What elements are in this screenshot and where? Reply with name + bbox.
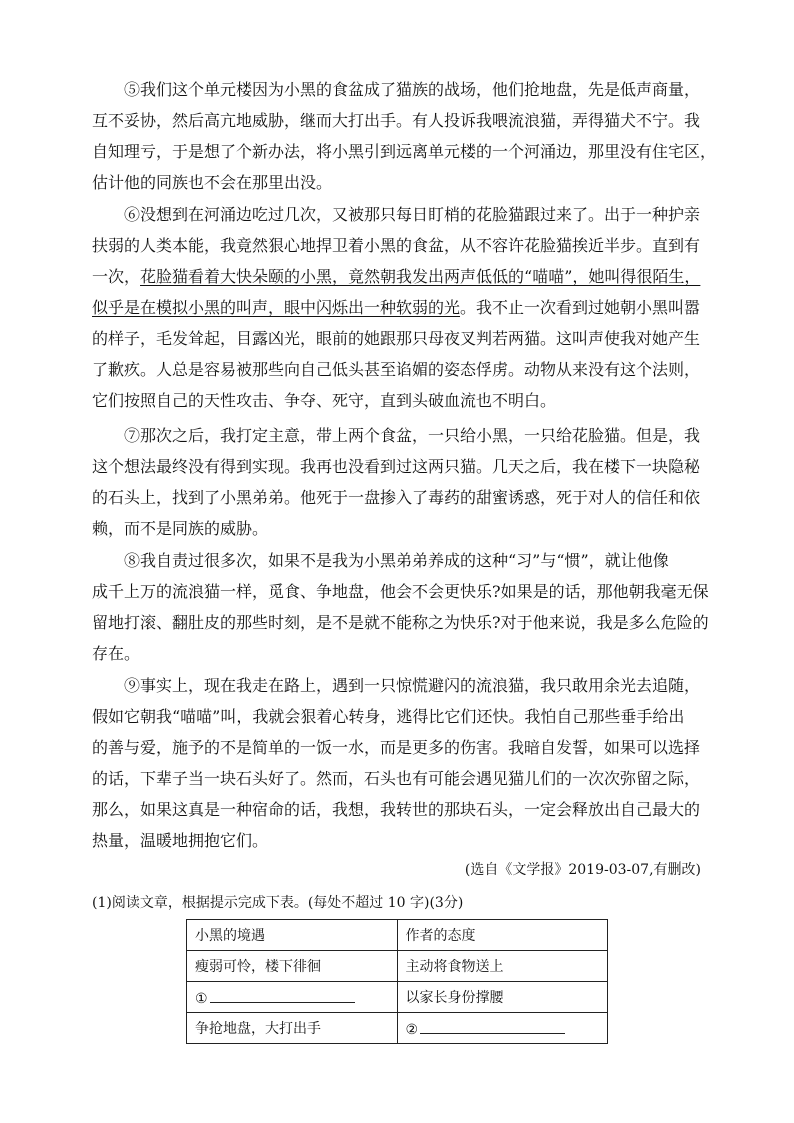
paragraph-7 xyxy=(92,420,714,544)
text-line: 了歉疚。人总是容易被那些向自己低头甚至谄媚的姿态俘虏。动物从来没有这个法则， xyxy=(92,360,701,379)
text-line: 扶弱的人类本能，我竟然狠心地捍卫着小黑的食盆，从不容许花脸猫挨近半步。直到有 xyxy=(92,236,701,255)
text-segment: 一次， xyxy=(92,267,141,286)
text-line: ⑨事实上，现在我走在路上，遇到一只惊慌避闪的流浪猫，我只敢用余光去追随， xyxy=(124,676,701,695)
answer-blank-1[interactable] xyxy=(210,987,355,1003)
text-line: 这个想法最终没有得到实现。我再也没看到过这两只猫。几天之后，我在楼下一块隐秘 xyxy=(92,457,701,476)
text-line: ⑦那次之后，我打定主意，带上两个食盆，一只给小黑，一只给花脸猫。但是，我 xyxy=(124,426,701,445)
text-line xyxy=(92,292,714,323)
text-line: 估计他的同族也不会在那里出没。 xyxy=(92,173,333,192)
text-line: 的话，下辈子当一块石头好了。然而，石头也有可能会遇见猫儿们的一次次弥留之际， xyxy=(92,769,701,788)
text-line: ⑤我们这个单元楼因为小黑的食盆成了猫族的战场，他们抢地盘，先是低声商量， xyxy=(124,80,701,99)
text-line: 假如它朝我“喵喵”叫，我就会狠着心转身，逃得比它们还快。我怕自己那些垂手给出 xyxy=(92,707,685,726)
text-line: 热量，温暖地拥抱它们。 xyxy=(92,831,269,850)
text-line: ⑥没想到在河涌边吃过几次，又被那只每日盯梢的花脸猫跟过来了。出于一种护亲 xyxy=(124,205,701,224)
source-citation: (选自《文学报》2019-03-07,有删改) xyxy=(464,862,701,878)
table-row xyxy=(187,982,608,1013)
underlined-passage: 花脸猫看着大快朵颐的小黑，竟然朝我发出两声低低的“喵喵”，她叫得很陌生， xyxy=(140,267,701,286)
table-cell: 争抢地盘，大打出手 xyxy=(187,1013,398,1044)
text-line: 的石头上，找到了小黑弟弟。他死于一盘掺入了毒药的甜蜜诱惑，死于对人的信任和依 xyxy=(92,488,701,507)
paragraph-5 xyxy=(92,74,717,198)
table-cell: 以家长身份撑腰 xyxy=(397,982,608,1013)
table-row xyxy=(187,1013,608,1044)
text-segment: 。我不止一次看到过她朝小黑叫嚣 xyxy=(460,298,701,317)
paragraph-6 xyxy=(92,199,714,416)
text-line: 它们按照自己的天性攻击、争夺、死守，直到头破血流也不明白。 xyxy=(92,391,557,410)
text-line: 的善与爱，施予的不是简单的一饭一水，而是更多的伤害。我暗自发誓，如果可以选择 xyxy=(92,738,701,757)
blank-marker: ② xyxy=(405,1022,419,1038)
answer-table xyxy=(186,919,608,1044)
underlined-passage: 似乎是在模拟小黑的叫声，眼中闪烁出一种软弱的光 xyxy=(92,298,461,317)
table-header-cell: 作者的态度 xyxy=(397,920,608,951)
table-header-row xyxy=(187,920,608,951)
table-header-cell: 小黑的境遇 xyxy=(187,920,398,951)
text-line xyxy=(92,261,714,292)
table-cell: 主动将食物送上 xyxy=(397,951,608,982)
table-cell: 瘦弱可怜，楼下徘徊 xyxy=(187,951,398,982)
text-line: 的样子，毛发耸起，目露凶光，眼前的她跟那只母夜叉判若两猫。这叫声使我对她产生 xyxy=(92,329,701,348)
paragraph-9 xyxy=(92,670,714,856)
table-cell xyxy=(187,982,398,1013)
table-row xyxy=(187,951,608,982)
text-line: 存在。 xyxy=(92,644,141,663)
paragraph-8 xyxy=(92,545,714,669)
text-line: 那么，如果这真是一种宿命的话，我想，我转世的那块石头，一定会释放出自己最大的 xyxy=(92,800,701,819)
answer-blank-2[interactable] xyxy=(420,1018,565,1034)
blank-marker: ① xyxy=(195,991,208,1007)
question-prompt: (1)阅读文章，根据提示完成下表。(每处不超过 10 字)(3分) xyxy=(92,895,464,911)
table-cell xyxy=(397,1013,608,1044)
text-line: 自知理亏，于是想了个新办法，将小黑引到远离单元楼的一个河涌边，那里没有住宅区， xyxy=(92,142,717,161)
text-line: 互不妥协，然后高亢地威胁，继而大打出手。有人投诉我喂流浪猫，弄得猫犬不宁。我 xyxy=(92,111,701,130)
text-line: 成千上万的流浪猫一样，觅食、争地盘，他会不会更快乐?如果是的话，那他朝我毫无保 xyxy=(92,582,709,601)
text-line: 留地打滚、翻肚皮的那些时刻，是不是就不能称之为快乐?对于他来说，我是多么危险的 xyxy=(92,613,709,632)
text-line: ⑧我自责过很多次，如果不是我为小黑弟弟养成的这种“习”与“惯”，就让他像 xyxy=(124,551,669,570)
text-line: 赖，而不是同族的威胁。 xyxy=(92,519,269,538)
